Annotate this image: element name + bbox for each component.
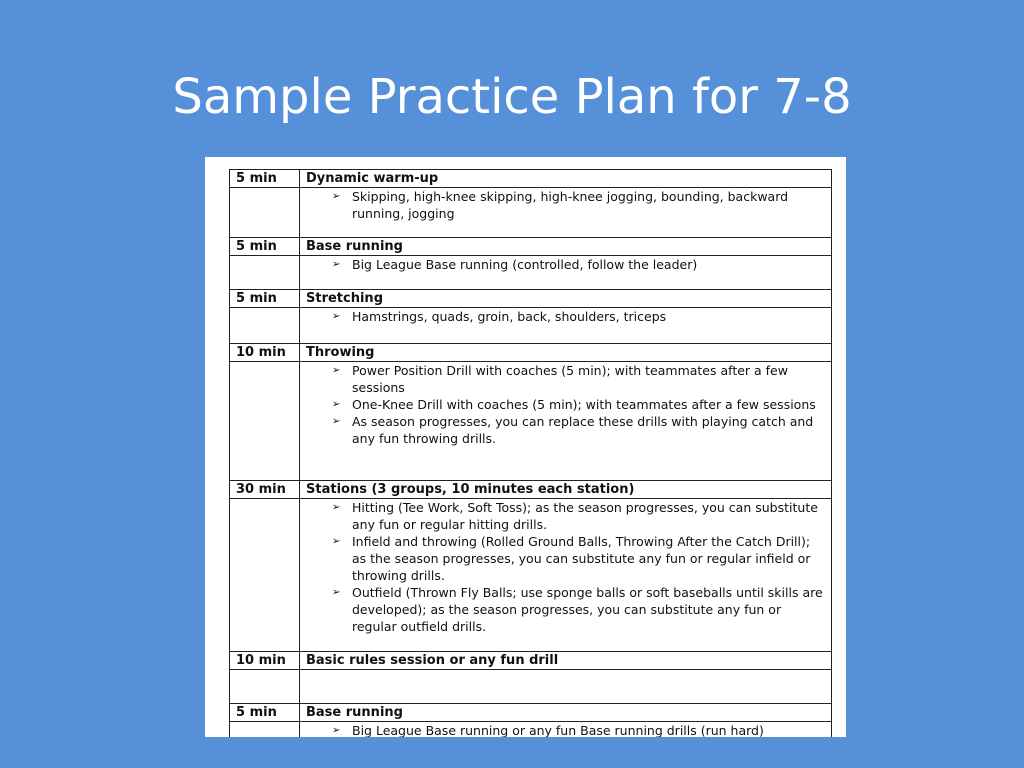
arrow-bullet-icon: ➢ xyxy=(332,399,341,410)
slide-title: Sample Practice Plan for 7-8 xyxy=(172,69,852,125)
item-text: Big League Base running (controlled, follow the leader) xyxy=(352,257,698,272)
section-body-row xyxy=(230,308,832,344)
section-body-spacer xyxy=(230,256,300,290)
section-body-content xyxy=(300,499,832,652)
arrow-bullet-icon: ➢ xyxy=(332,502,341,513)
section-header-row xyxy=(230,481,832,499)
section-duration: 30 min xyxy=(230,481,300,499)
section-item-list xyxy=(306,499,825,635)
list-item xyxy=(332,722,825,737)
section-heading: Base running xyxy=(300,238,832,256)
arrow-bullet-icon: ➢ xyxy=(332,259,341,270)
item-text: Skipping, high-knee skipping, high-knee jogging, bounding, backward running, jogging xyxy=(352,189,789,221)
section-body-content xyxy=(300,308,832,344)
section-body-spacer xyxy=(230,670,300,704)
item-text: One-Knee Drill with coaches (5 min); with teammates after a few sessions xyxy=(352,397,816,412)
section-heading: Throwing xyxy=(300,344,832,362)
item-text: Infield and throwing (Rolled Ground Balls, Throwing After the Catch Drill); as the season progresses, you can substitute any fun or regular infield or throwing drills. xyxy=(352,534,811,583)
section-body-spacer xyxy=(230,188,300,238)
item-text: Power Position Drill with coaches (5 min); with teammates after a few sessions xyxy=(352,363,788,395)
item-text: Outfield (Thrown Fly Balls; use sponge balls or soft baseballs until skills are developed); as the season progresses, you can substitute any fun or regular outfield drills. xyxy=(352,585,823,634)
section-duration: 5 min xyxy=(230,704,300,722)
section-item-list xyxy=(306,188,825,222)
list-item xyxy=(332,362,825,396)
practice-plan-document xyxy=(205,157,846,737)
arrow-bullet-icon: ➢ xyxy=(332,587,341,598)
list-item xyxy=(332,413,825,447)
item-text: As season progresses, you can replace these drills with playing catch and any fun throwing drills. xyxy=(352,414,814,446)
section-header-row xyxy=(230,704,832,722)
arrow-bullet-icon: ➢ xyxy=(332,365,341,376)
list-item xyxy=(332,396,825,413)
section-body-spacer xyxy=(230,499,300,652)
section-body-row xyxy=(230,256,832,290)
section-body-spacer xyxy=(230,308,300,344)
section-item-list xyxy=(306,308,825,325)
arrow-bullet-icon: ➢ xyxy=(332,191,341,202)
section-body-content xyxy=(300,362,832,481)
section-duration: 5 min xyxy=(230,290,300,308)
section-body-row xyxy=(230,722,832,738)
section-header-row xyxy=(230,344,832,362)
section-header-row xyxy=(230,170,832,188)
section-heading: Dynamic warm-up xyxy=(300,170,832,188)
section-header-row xyxy=(230,290,832,308)
list-item xyxy=(332,499,825,533)
section-duration: 5 min xyxy=(230,238,300,256)
list-item xyxy=(332,188,825,222)
section-body-content xyxy=(300,670,832,704)
section-heading: Stations (3 groups, 10 minutes each station) xyxy=(300,481,832,499)
practice-plan-table xyxy=(229,169,832,737)
section-duration: 10 min xyxy=(230,652,300,670)
arrow-bullet-icon: ➢ xyxy=(332,725,341,736)
section-item-list xyxy=(306,362,825,447)
arrow-bullet-icon: ➢ xyxy=(332,536,341,547)
arrow-bullet-icon: ➢ xyxy=(332,416,341,427)
section-header-row xyxy=(230,238,832,256)
section-body-row xyxy=(230,499,832,652)
list-item xyxy=(332,533,825,584)
list-item xyxy=(332,256,825,273)
item-text: Hitting (Tee Work, Soft Toss); as the season progresses, you can substitute any fun or regular hitting drills. xyxy=(352,500,818,532)
section-body-row xyxy=(230,188,832,238)
item-text: Hamstrings, quads, groin, back, shoulders, triceps xyxy=(352,309,667,324)
list-item xyxy=(332,584,825,635)
section-body-row xyxy=(230,670,832,704)
section-body-content xyxy=(300,188,832,238)
section-heading: Stretching xyxy=(300,290,832,308)
section-header-row xyxy=(230,652,832,670)
section-body-content xyxy=(300,722,832,738)
item-text: Big League Base running or any fun Base running drills (run hard) xyxy=(352,723,764,737)
section-heading: Base running xyxy=(300,704,832,722)
section-body-content xyxy=(300,256,832,290)
section-item-list xyxy=(306,256,825,273)
list-item xyxy=(332,308,825,325)
section-item-list xyxy=(306,722,825,737)
section-body-row xyxy=(230,362,832,481)
section-body-spacer xyxy=(230,722,300,738)
arrow-bullet-icon: ➢ xyxy=(332,311,341,322)
section-heading: Basic rules session or any fun drill xyxy=(300,652,832,670)
section-duration: 10 min xyxy=(230,344,300,362)
section-duration: 5 min xyxy=(230,170,300,188)
section-body-spacer xyxy=(230,362,300,481)
